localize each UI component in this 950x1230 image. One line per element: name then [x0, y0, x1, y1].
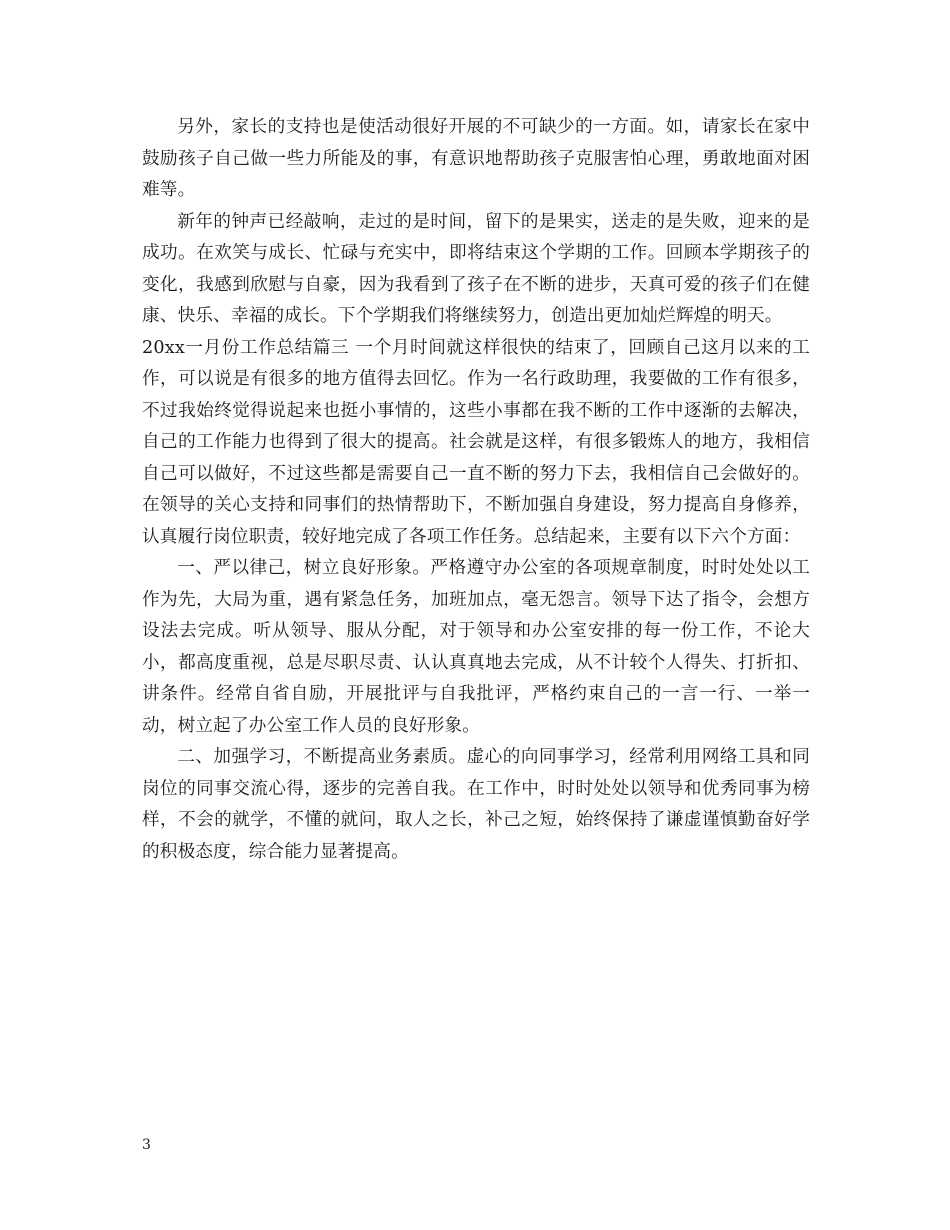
- summary-intro-text: 一个月时间就这样很快的结束了，回顾自己这月以来的工作，可以说是有很多的地方值得去回忆。作为一名行政助理，我要做的工作有很多，不过我始终觉得说起来也挺小事情的，这些小事都在我不断的工作中逐渐的去解决，自己的工作能力也得到了很大的提高。社会就是这样，有很多锻炼人的地方，我相信自己可以做好，不过这些都是需要自己一直不断的努力下去，我相信自己会做好的。在领导的关心支持和同事们的热情帮助下，不断加强自身建设，努力提高自身修养，认真履行岗位职责，较好地完成了各项工作任务。总结起来，主要有以下六个方面：: [142, 337, 810, 547]
- paragraph-point-one: 一、严以律己，树立良好形象。严格遵守办公室的各项规章制度，时时处处以工作为先，大局为重，遇有紧急任务，加班加点，毫无怨言。领导下达了指令，会想方设法去完成。听从领导、服从分配，对于领导和办公室安排的每一份工作，不论大小，都高度重视，总是尽职尽责、认认真真地去完成，从不计较个人得失、打折扣、讲条件。经常自省自励，开展批评与自我批评，严格约束自己的一言一行、一举一动，树立起了办公室工作人员的良好形象。: [142, 558, 810, 736]
- document-body: [142, 112, 810, 868]
- paragraph-new-year: 新年的钟声已经敲响，走过的是时间，留下的是果实，送走的是失败，迎来的是成功。在欢笑与成长、忙碌与充实中，即将结束这个学期的工作。回顾本学期孩子的变化，我感到欣慰与自豪，因为我看到了孩子在不断的进步，天真可爱的孩子们在健康、快乐、幸福的成长。下个学期我们将继续努力，创造出更加灿烂辉煌的明天。: [142, 211, 810, 326]
- paragraph-point-two: 二、加强学习，不断提高业务素质。虚心的向同事学习，经常利用网络工具和同岗位的同事交流心得，逐步的完善自我。在工作中，时时处处以领导和优秀同事为榜样，不会的就学，不懂的就问，取人之长，补己之短，始终保持了谦虚谨慎勤奋好学的积极态度，综合能力显著提高。: [142, 747, 810, 862]
- paragraph-parent-support: 另外，家长的支持也是使活动很好开展的不可缺少的一方面。如，请家长在家中鼓励孩子自己做一些力所能及的事，有意识地帮助孩子克服害怕心理，勇敢地面对困难等。: [142, 117, 810, 200]
- page-number: 3: [142, 1137, 151, 1153]
- paragraph-summary-intro: [142, 333, 810, 554]
- section-heading: 20xx一月份工作总结篇三: [142, 337, 350, 358]
